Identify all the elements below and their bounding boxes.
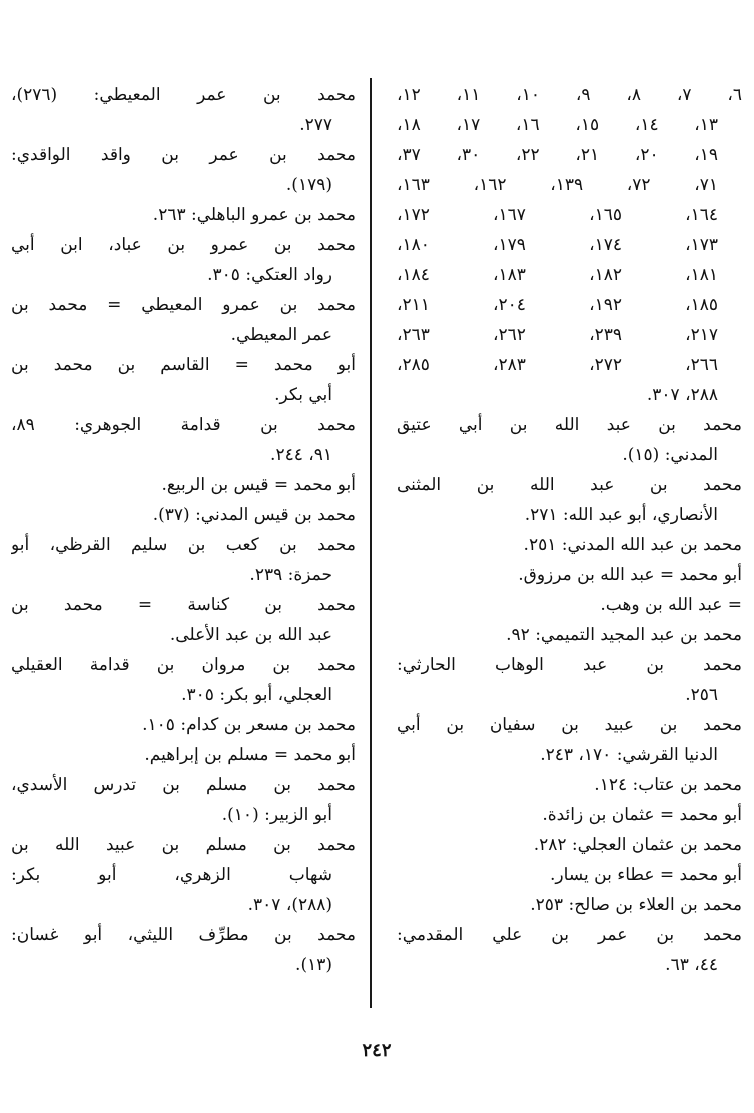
index-entry-line: ١٨١، ١٨٢، ١٨٣، ١٨٤،: [397, 265, 718, 285]
index-entry: [11, 710, 356, 740]
index-entry: [397, 920, 742, 980]
left-column: [11, 80, 356, 980]
column-divider: [370, 78, 372, 1008]
index-entry-line: عمر المعيطي.: [230, 325, 332, 345]
index-entry: [397, 590, 742, 620]
index-entry: [397, 800, 742, 830]
index-entry-line: محمد بن كناسة = محمد بن: [11, 595, 356, 615]
index-entry: [11, 530, 356, 590]
index-entry-line: عبد الله بن عبد الأعلى.: [169, 625, 332, 645]
index-entry-line: (٢٨٨)، ٣٠٧.: [247, 895, 332, 915]
index-entry-line: محمد بن عتاب: ١٢٤.: [594, 775, 742, 795]
index-entry: [11, 470, 356, 500]
index-entry-line: ١٣، ١٤، ١٥، ١٦، ١٧، ١٨،: [397, 115, 719, 135]
index-entry-line: أبو محمد = عبد الله بن مرزوق.: [518, 565, 742, 585]
index-entry: [397, 860, 742, 890]
index-entry: [11, 830, 356, 920]
index-entry: [397, 620, 742, 650]
index-entry-line: محمد بن عبد المجيد التميمي: ٩٢.: [506, 625, 742, 645]
index-entry-line: ٢٧٧.: [299, 115, 332, 135]
index-entry-line: محمد بن عبيد بن سفيان بن أبي: [397, 715, 742, 735]
index-entry: [397, 710, 742, 770]
index-entry-line: ٦، ٧، ٨، ٩، ١٠، ١١، ١٢،: [397, 85, 742, 105]
index-entry-line: محمد بن مطرِّف الليثي، أبو غسان:: [11, 925, 356, 945]
index-entry-line: = عبد الله بن وهب.: [600, 595, 742, 615]
index-entry-line: (١٧٩).: [285, 175, 332, 195]
index-entry-line: محمد بن عبد الله بن المثنى: [397, 475, 742, 495]
index-entry: [11, 740, 356, 770]
index-entry-line: الأنصاري، أبو عبد الله: ٢٧١.: [524, 505, 718, 525]
index-entry-line: ٢٦٦، ٢٧٢، ٢٨٣، ٢٨٥،: [397, 355, 718, 375]
index-entry-line: محمد بن عثمان العجلي: ٢٨٢.: [533, 835, 742, 855]
index-entry: [11, 140, 356, 200]
index-entry: [11, 80, 356, 140]
index-entry-line: محمد بن عمر بن واقد الواقدي:: [11, 145, 356, 165]
index-entry-line: أبو محمد = عطاء بن يسار.: [550, 865, 742, 885]
index-entry: [397, 650, 742, 710]
index-entry-line: محمد بن مروان بن قدامة العقيلي: [11, 655, 356, 675]
index-entry-line: المدني: (١٥).: [622, 445, 718, 465]
index-entry-line: أبي بكر.: [274, 385, 332, 405]
index-entry-line: محمد بن كعب بن سليم القرظي، أبو: [11, 535, 356, 555]
index-entry: [11, 410, 356, 470]
index-entry-line: محمد بن عبد الله المدني: ٢٥١.: [523, 535, 742, 555]
index-entry-line: ١٧٣، ١٧٤، ١٧٩، ١٨٠،: [397, 235, 718, 255]
index-entry-line: محمد بن مسلم بن عبيد الله بن: [11, 835, 356, 855]
index-entry-line: ٩١، ٢٤٤.: [270, 445, 332, 465]
index-entry-line: محمد بن عمرو المعيطي = محمد بن: [11, 295, 356, 315]
index-entry-line: ١٦٤، ١٦٥، ١٦٧، ١٧٢،: [397, 205, 718, 225]
index-entry: [11, 500, 356, 530]
index-entry-line: محمد بن مسعر بن كدام: ١٠٥.: [142, 715, 356, 735]
index-entry: [397, 830, 742, 860]
index-entry-line: محمد بن عبد الله بن أبي عتيق: [397, 415, 742, 435]
index-entry: [11, 290, 356, 350]
index-entry-line: محمد بن قدامة الجوهري: ٨٩،: [11, 415, 356, 435]
index-entry-line: ٢١٧، ٢٣٩، ٢٦٢، ٢٦٣،: [397, 325, 718, 345]
index-entry: [397, 470, 742, 530]
index-entry-line: محمد بن قيس المدني: (٣٧).: [152, 505, 356, 525]
index-entry-line: أبو محمد = القاسم بن محمد بن: [11, 355, 356, 375]
index-entry-line: ٢٨٨، ٣٠٧.: [646, 385, 718, 405]
index-entry: [397, 770, 742, 800]
index-entry: [11, 230, 356, 290]
page-number: ٢٤٢: [362, 1040, 392, 1061]
index-entry: [11, 200, 356, 230]
index-entry-line: رواد العتكي: ٣٠٥.: [207, 265, 332, 285]
index-entry: [11, 650, 356, 710]
index-entry: [397, 410, 742, 470]
index-entry-line: محمد بن عمر بن علي المقدمي:: [397, 925, 742, 945]
index-entry-line: محمد بن عمر المعيطي: (٢٧٦)،: [11, 85, 356, 105]
index-entry: [11, 920, 356, 980]
index-entry: [397, 530, 742, 560]
index-entry-line: أبو محمد = قيس بن الربيع.: [161, 475, 356, 495]
index-entry: [11, 350, 356, 410]
right-column: [397, 80, 742, 980]
index-entry-line: محمد بن العلاء بن صالح: ٢٥٣.: [530, 895, 742, 915]
index-entry-line: أبو محمد = مسلم بن إبراهيم.: [144, 745, 356, 765]
index-entry-line: (١٣).: [295, 955, 332, 975]
index-entry-line: ٧١، ٧٢، ١٣٩، ١٦٢، ١٦٣،: [397, 175, 718, 195]
index-entry-line: محمد بن عمرو بن عباد، ابن أبي: [11, 235, 356, 255]
index-entry: [11, 770, 356, 830]
index-entry-line: العجلي، أبو بكر: ٣٠٥.: [181, 685, 332, 705]
index-entry-line: أبو محمد = عثمان بن زائدة.: [542, 805, 742, 825]
index-entry-line: محمد بن عبد الوهاب الحارثي:: [397, 655, 742, 675]
index-entry-line: شهاب الزهري، أبو بكر:: [11, 865, 332, 885]
index-entry-line: ٤٤، ٦٣.: [665, 955, 718, 975]
index-entry-line: ٢٥٦.: [685, 685, 718, 705]
index-entry-line: ١٨٥، ١٩٢، ٢٠٤، ٢١١،: [397, 295, 718, 315]
index-entry-line: أبو الزبير: (١٠).: [221, 805, 332, 825]
index-entry: [397, 890, 742, 920]
index-entry-line: ١٩، ٢٠، ٢١، ٢٢، ٣٠، ٣٧،: [397, 145, 719, 165]
index-entry: [11, 590, 356, 650]
index-entry-line: الدنيا القرشي: ١٧٠، ٢٤٣.: [540, 745, 718, 765]
index-entry-line: محمد بن مسلم بن تدرس الأسدي،: [11, 775, 356, 795]
index-entry: [397, 80, 742, 410]
index-entry: [397, 560, 742, 590]
index-entry-line: محمد بن عمرو الباهلي: ٢٦٣.: [152, 205, 356, 225]
index-entry-line: حمزة: ٢٣٩.: [249, 565, 332, 585]
